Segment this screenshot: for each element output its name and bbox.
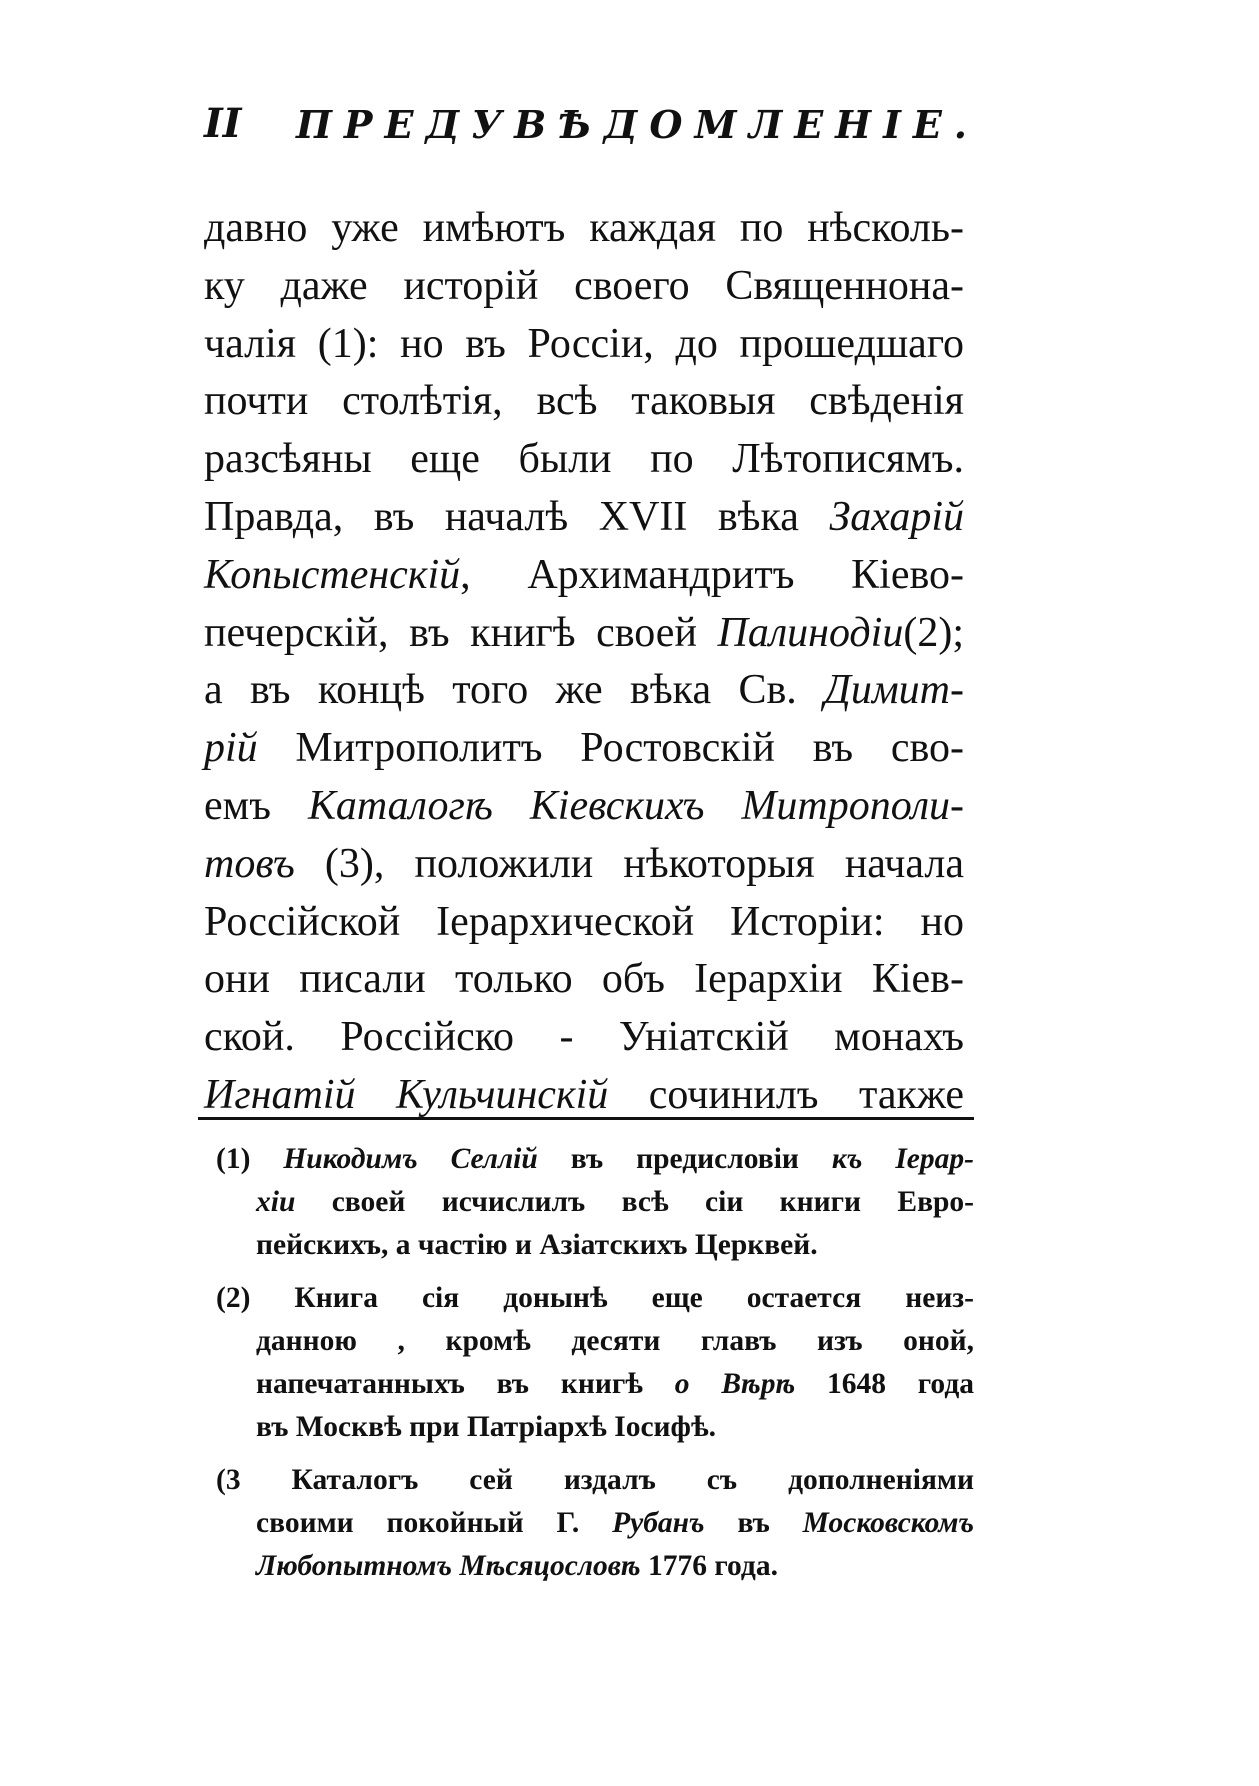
italic-text: Копыстенскій [204, 551, 461, 598]
text-segment: сочинилъ также [608, 1071, 965, 1118]
text-segment: , Архимандритъ Кіево- [460, 551, 964, 598]
italic-text: рій [204, 725, 258, 772]
text-segment: они писали только объ Іерархіи Кіев- [204, 956, 964, 1003]
footnote-line [216, 1406, 974, 1449]
footnote-line [216, 1320, 974, 1363]
text-segment: емъ [204, 782, 308, 829]
text-segment: разсѣяны еще были по Лѣтописямъ. [204, 436, 964, 483]
text-segment: данною , кромѣ десяти главъ изъ оной, [256, 1325, 974, 1357]
italic-text: Димит- [824, 667, 964, 714]
italic-text: хіи [256, 1186, 296, 1218]
italic-text: Каталогѣ Кіевскихъ Митрополи- [307, 782, 965, 829]
body-line [204, 720, 964, 778]
body-line [204, 1009, 964, 1067]
page-number: II [204, 100, 242, 147]
footnote-line [216, 1363, 974, 1406]
body-line [204, 951, 964, 1009]
italic-text: Рубанъ [612, 1507, 705, 1539]
text-segment: въ предисловіи [537, 1143, 832, 1175]
footnote [216, 1138, 974, 1267]
text-segment: 1648 года [795, 1368, 975, 1400]
text-segment: (2) Книга сія донынѣ еще остается неиз- [216, 1282, 974, 1314]
text-segment: (1) [216, 1143, 284, 1175]
italic-text: Палинодіи [717, 609, 904, 656]
text-segment: своими покойный Г. [256, 1507, 613, 1539]
body-line [204, 200, 964, 258]
footnote-line [216, 1459, 974, 1502]
footnotes [216, 1138, 974, 1598]
footnote-line [216, 1502, 974, 1545]
body-line [204, 316, 964, 374]
text-segment: ку даже исторій своего Священнона- [204, 262, 964, 309]
italic-text: товъ [204, 840, 295, 887]
footnote [216, 1459, 974, 1588]
body-line [204, 662, 964, 720]
italic-text: Захарій [829, 493, 964, 540]
text-segment: почти столѣтія, всѣ таковыя свѣденія [204, 378, 964, 425]
text-segment: своей исчислилъ всѣ сіи книги Евро- [295, 1186, 974, 1218]
footnote-divider [198, 1117, 974, 1120]
body-line [204, 778, 964, 836]
body-line [204, 373, 964, 431]
footnote-line [216, 1224, 974, 1267]
text-segment: печерскій, въ книгѣ своей [204, 609, 718, 656]
body-line [204, 431, 964, 489]
text-segment: напечатанныхъ въ книгѣ [256, 1368, 675, 1400]
text-segment: (2); [903, 609, 964, 656]
text-segment: а въ концѣ того же вѣка Св. [204, 667, 825, 714]
text-segment: чалія (1): но въ Россіи, до прошедшаго [204, 320, 964, 367]
italic-text: Любопытномъ Мѣсяцословѣ [256, 1550, 641, 1582]
text-segment: 1776 года. [640, 1550, 778, 1582]
italic-text: о Вѣрѣ [674, 1368, 796, 1400]
footnote-line [216, 1545, 974, 1588]
text-segment: Митрополитъ Ростовскій въ сво- [257, 725, 964, 772]
body-line [204, 894, 964, 952]
text-segment: въ [704, 1507, 803, 1539]
body-line [204, 605, 964, 663]
italic-text: къ Іерар- [831, 1143, 974, 1175]
running-title: ПРЕДУВѢДОМЛЕНІЕ. [296, 102, 980, 147]
footnote [216, 1277, 974, 1449]
footnote-line [216, 1277, 974, 1320]
text-segment: (3), положили нѣкоторыя начала [294, 840, 964, 887]
text-segment: (3 Каталогъ сей издалъ съ дополненіями [216, 1464, 974, 1496]
body-line [204, 836, 964, 894]
text-segment: ской. Россійско - Уніатскій монахъ [204, 1014, 964, 1061]
text-segment: давно уже имѣютъ каждая по нѣсколь- [204, 205, 964, 251]
text-segment: Россійской Іерархической Исторіи: но [204, 898, 964, 945]
body-line [204, 258, 964, 316]
italic-text: Московскомъ [802, 1507, 974, 1539]
text-segment: Правда, въ началѣ XVII вѣка [204, 493, 830, 540]
italic-text: Игнатій Кульчинскій [204, 1071, 609, 1118]
footnote-line [216, 1181, 974, 1224]
body-line [204, 489, 964, 547]
page-header [204, 100, 980, 156]
italic-text: Никодимъ Селлій [283, 1143, 538, 1175]
body-text [204, 200, 964, 1125]
text-segment: въ Москвѣ при Патріархѣ Іосифѣ. [256, 1411, 717, 1443]
body-line [204, 547, 964, 605]
footnote-line [216, 1138, 974, 1181]
text-segment: пейскихъ, а частію и Азіатскихъ Церквей. [256, 1229, 818, 1261]
